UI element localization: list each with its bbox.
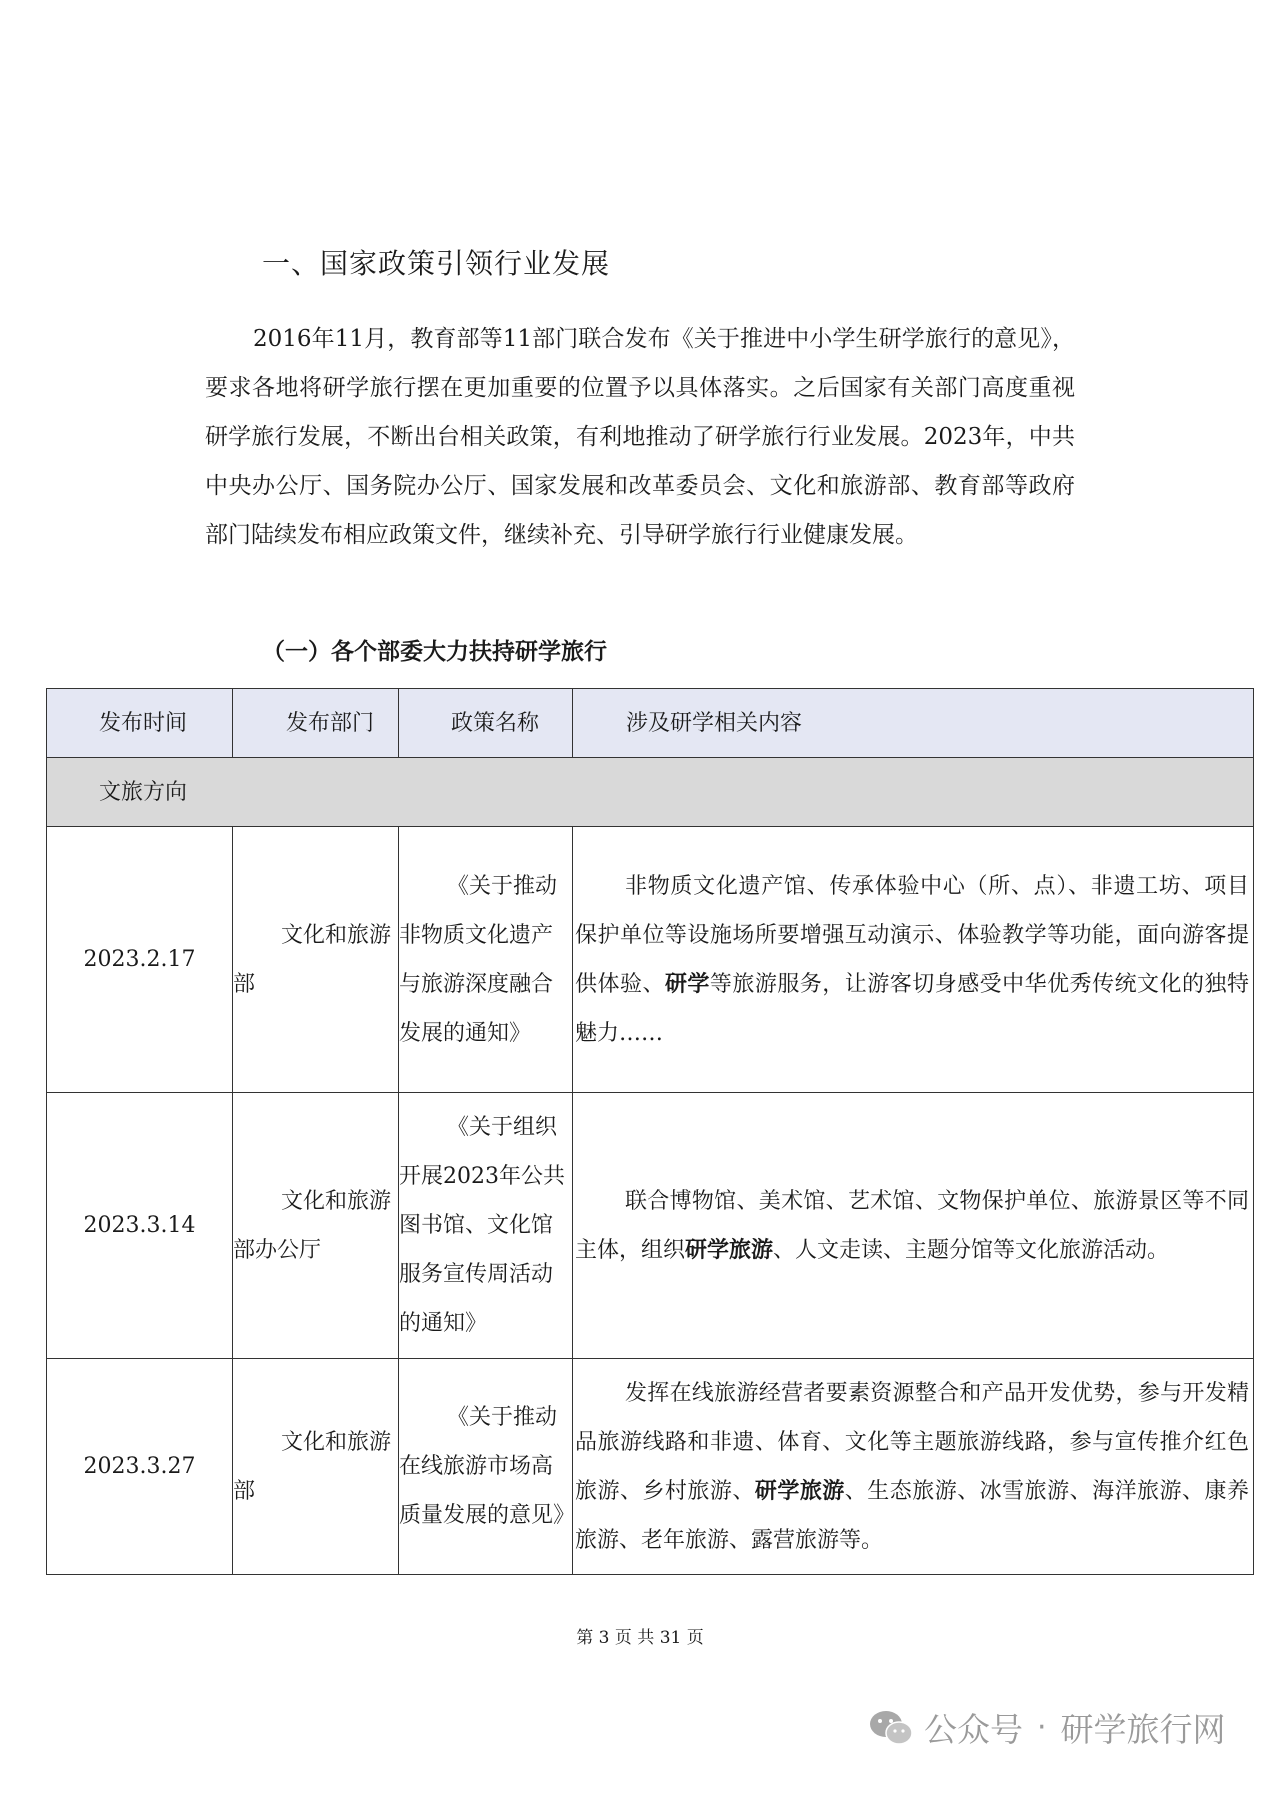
table-header-row [47,689,1254,758]
section-heading: 一、国家政策引领行业发展 [262,247,611,280]
row-policy-name: 《关于推动在线旅游市场高质量发展的意见》 [399,1359,573,1575]
table-row [47,1093,1254,1359]
content-text: 联合博物馆、美术馆、艺术馆、文物保护单位、旅游景区等不同主体，组织 [575,1188,1249,1263]
row-policy-name: 《关于组织开展2023年公共图书馆、文化馆服务宣传周活动的通知》 [399,1093,573,1359]
content-text: 、人文走读、主题分馆等文化旅游活动。 [773,1237,1170,1263]
row-date: 2023.3.14 [47,1093,233,1359]
highlighted-keyword: 研学 [664,970,710,997]
content-text: 发挥在线旅游经营者要素资源整合和产品开发优势，参与开发精品旅游线路和非遗、体育、文化等主题旅游线路，参与宣传推介红色旅游、乡村旅游、 [575,1380,1249,1504]
header-policy-name: 政策名称 [399,689,573,758]
page-number: 第 3 页 共 31 页 [576,1628,704,1648]
watermark-separator: · [1037,1710,1047,1745]
row-department: 文化和旅游部 [233,827,399,1093]
content-text: 非物质文化遗产馆、传承体验中心（所、点）、非遗工坊、项目保护单位等设施场所要增强互动演示、体验教学等功能，面向游客提供体验、 [575,873,1249,997]
highlighted-keyword: 研学旅游 [754,1477,845,1504]
watermark [868,1704,1226,1751]
content-text: 等旅游服务，让游客切身感受中华优秀传统文化的独特魅力…… [575,971,1249,1046]
intro-paragraph: 2016年11月，教育部等11部门联合发布《关于推进中小学生研学旅行的意见》，要求各地将研学旅行摆在更加重要的位置予以具体落实。之后国家有关部门高度重视研学旅行发展，不断出台相关政策，有利地推动了研学旅行行业发展。2023年，中共中央办公厅、国务院办公厅、国家发展和改革委员会、文化和旅游部、教育部等政府部门陆续发布相应政策文件，继续补充、引导研学旅行行业健康发展。 [205,326,1075,548]
category-row [47,758,1254,827]
row-date: 2023.2.17 [47,827,233,1093]
row-policy-name: 《关于推动非物质文化遗产与旅游深度融合发展的通知》 [399,827,573,1093]
row-department: 文化和旅游部 [233,1359,399,1575]
row-department: 文化和旅游部办公厅 [233,1093,399,1359]
policy-table [46,688,1254,1575]
content-text: 、生态旅游、冰雪旅游、海洋旅游、康养旅游、老年旅游、露营旅游等。 [575,1478,1249,1553]
row-content [573,1093,1254,1359]
table-row [47,827,1254,1093]
row-date: 2023.3.27 [47,1359,233,1575]
header-related-content: 涉及研学相关内容 [573,689,1254,758]
sub-heading: （一）各个部委大力扶持研学旅行 [262,639,607,665]
highlighted-keyword: 研学旅游 [685,1236,774,1263]
watermark-account: 公众号 [924,1710,1023,1749]
row-content [573,827,1254,1093]
header-publish-time: 发布时间 [47,689,233,758]
category-label: 文旅方向 [47,758,1254,827]
watermark-name: 研学旅行网 [1060,1710,1226,1749]
row-content [573,1359,1254,1575]
table-row [47,1359,1254,1575]
wechat-icon [868,1708,914,1748]
header-department: 发布部门 [233,689,399,758]
